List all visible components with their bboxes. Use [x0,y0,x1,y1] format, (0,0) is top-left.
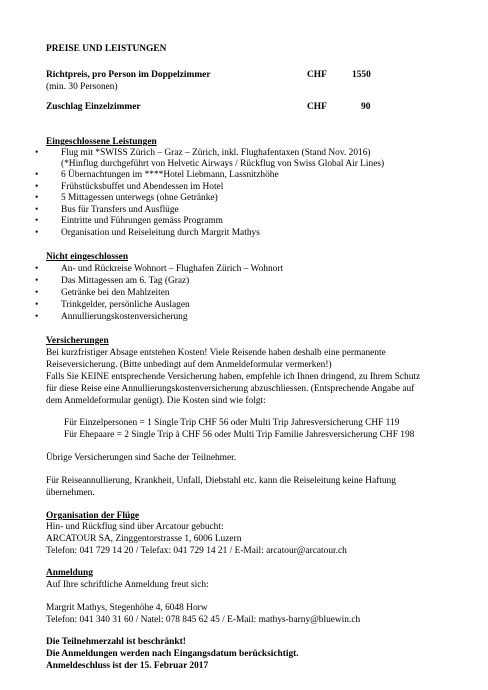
flights-heading: Organisation der Flüge [46,511,140,521]
bullet-icon: • [35,193,39,203]
price-label: Richtpreis, pro Person im Doppelzimmer [46,70,211,80]
registration-heading: Anmeldung [46,568,93,578]
insurance-heading: Versicherungen [46,336,109,346]
price-currency: CHF [307,70,327,80]
insurance-text-line: Bei kurzfristiger Absage entstehen Kosten! Viele Reisende haben deshalb eine permanente [46,348,386,358]
flights-agency-address: ARCATOUR SA, Zinggentorstrasse 1, 6006 Luzern [46,534,242,544]
bullet-icon: • [35,170,39,180]
bullet-icon: • [35,288,39,298]
footer-note: Die Teilnehmerzahl ist beschränkt! [46,637,186,647]
flights-agency-contact: Telefon: 041 729 14 20 / Telefax: 041 729 14 21 / E-Mail: arcatour@arcatour.ch [46,546,347,556]
supplement-label: Zuschlag Einzelzimmer [46,102,141,112]
document-page: PREISE UND LEISTUNGEN Richtpreis, pro Person im Doppelzimmer CHF 1550 (min. 30 Personen) Zuschlag Einzelzimmer CHF 90 Eingeschlossene Leistungen • Flug mit *SWISS Zürich – Graz – Zürich, inkl. Flughafentaxen (Stand Nov. 2016) (*Hinflug durchgeführt von Helvetic Airways / Rückflug von Swiss Global Air Lines) • 6 Übernachtungen im ****Hotel Liebmann, Lassnitzhöhe • Frühstücksbuffet und Abendessen im Hotel • 5 Mittagessen unterwegs (ohne Getränke) • Bus für Transfers und Ausflüge • Eintritte und Führungen gemäss Programm • Organisation und Reiseleitung durch Margrit Mathys Nicht eingeschlossen • An- und Rückreise Wohnort – Flughafen Zürich – Wohnort • Das Mittagessen am 6. Tag (Graz) • Getränke bei den Mahlzeiten • Trinkgelder, persönliche Auslagen • Annullierungskostenversicherung Versicherungen Bei kurzfristiger Absage entstehen Kosten! Viele Reisende haben deshalb eine permanente Reiseversicherung. (Bitte unbedingt auf dem Anmeldeformular vermerken!) Falls Sie KEINE entsprechende Versicherung haben, empfehle ich Ihnen dringend, zu Ihrem Schutz für diese Reise eine Annullierungskostenversicherung abzuschliessen. (Entsprechende Angabe auf dem Anmeldeformular genügt). Die Kosten sind wie folgt: Für Einzelpersonen = 1 Single Trip CHF 56 oder Multi Trip Jahresversicherung CHF 119 Für Ehepaare = 2 Single Trip à CHF 56 oder Multi Trip Familie Jahresversicherung CHF 198 Übrige Versicherungen sind Sache der Teilnehmer. Für Reiseannullierung, Krankheit, Unfall, Diebstahl etc. kann die Reiseleitung keine Haftung übernehmen. Organisation der Flüge Hin- und Rückflug sind über Arcatour gebucht: ARCATOUR SA, Zinggentorstrasse 1, 6006 Luzern Telefon: 041 729 14 20 / Telefax: 041 729 14 21 / E-Mail: arcatour@arcatour.ch Anmeldung Auf Ihre schriftliche Anmeldung freut sich: Margrit Mathys, Stegenhöhe 4, 6048 Horw Telefon: 041 340 31 60 / Natel: 078 845 62 45 / E-Mail: mathys-barny@bluewin.ch Die Teilnehmerzahl ist beschränkt! Die Anmeldungen werden nach Eingangsdatum berücksichtigt. Anmeldeschluss ist der 15. Februar 2017 [35,44,421,671]
supplement-currency: CHF [307,102,327,112]
insurance-cost-couple: Für Ehepaare = 2 Single Trip à CHF 56 oder Multi Trip Familie Jahresversicherung CHF 198 [64,430,415,440]
price-min-persons: (min. 30 Personen) [46,82,118,92]
registration-deadline: Anmeldeschluss ist der 15. Februar 2017 [46,661,209,671]
footer-note: Die Anmeldungen werden nach Eingangsdatum berücksichtigt. [46,649,299,659]
insurance-text-line: Falls Sie KEINE entsprechende Versicherung haben, empfehle ich Ihnen dringend, zu Ihrem Schutz [46,372,421,382]
insurance-text-line: Reiseversicherung. (Bitte unbedingt auf dem Anmeldeformular vermerken!) [46,360,332,370]
bullet-icon: • [35,264,39,274]
insurance-note: Übrige Versicherungen sind Sache der Teilnehmer. [46,453,237,463]
price-amount: 1550 [352,70,371,80]
insurance-text-line: dem Anmeldeformular genügt). Die Kosten sind wie folgt: [46,396,266,406]
flights-text-line: Hin- und Rückflug sind über Arcatour gebucht: [46,522,224,532]
registration-intro: Auf Ihre schriftliche Anmeldung freut sich: [46,580,209,590]
registration-contact-name: Margrit Mathys, Stegenhöhe 4, 6048 Horw [46,603,208,613]
bullet-icon: • [35,312,39,322]
bullet-icon: • [35,182,39,192]
insurance-text-line: für diese Reise eine Annullierungskostenversicherung abzuschliessen. (Entsprechende Angabe auf [46,384,415,394]
registration-contact-phone: Telefon: 041 340 31 60 / Natel: 078 845 62 45 / E-Mail: mathys-barny@bluewin.ch [46,615,361,625]
bullet-icon: • [35,300,39,310]
excluded-heading: Nicht eingeschlossen [46,252,129,262]
liability-note: Für Reiseannullierung, Krankheit, Unfall, Diebstahl etc. kann die Reiseleitung keine Haftung [46,476,396,486]
bullet-icon: • [35,216,39,226]
liability-note: übernehmen. [46,488,95,498]
page-title: PREISE UND LEISTUNGEN [46,44,167,54]
bullet-icon: • [35,276,39,286]
supplement-amount: 90 [361,102,371,112]
insurance-cost-single: Für Einzelpersonen = 1 Single Trip CHF 56 oder Multi Trip Jahresversicherung CHF 119 [64,418,400,428]
bullet-icon: • [35,148,39,158]
bullet-icon: • [35,205,39,215]
included-heading: Eingeschlossene Leistungen [46,137,157,147]
bullet-icon: • [35,228,39,238]
